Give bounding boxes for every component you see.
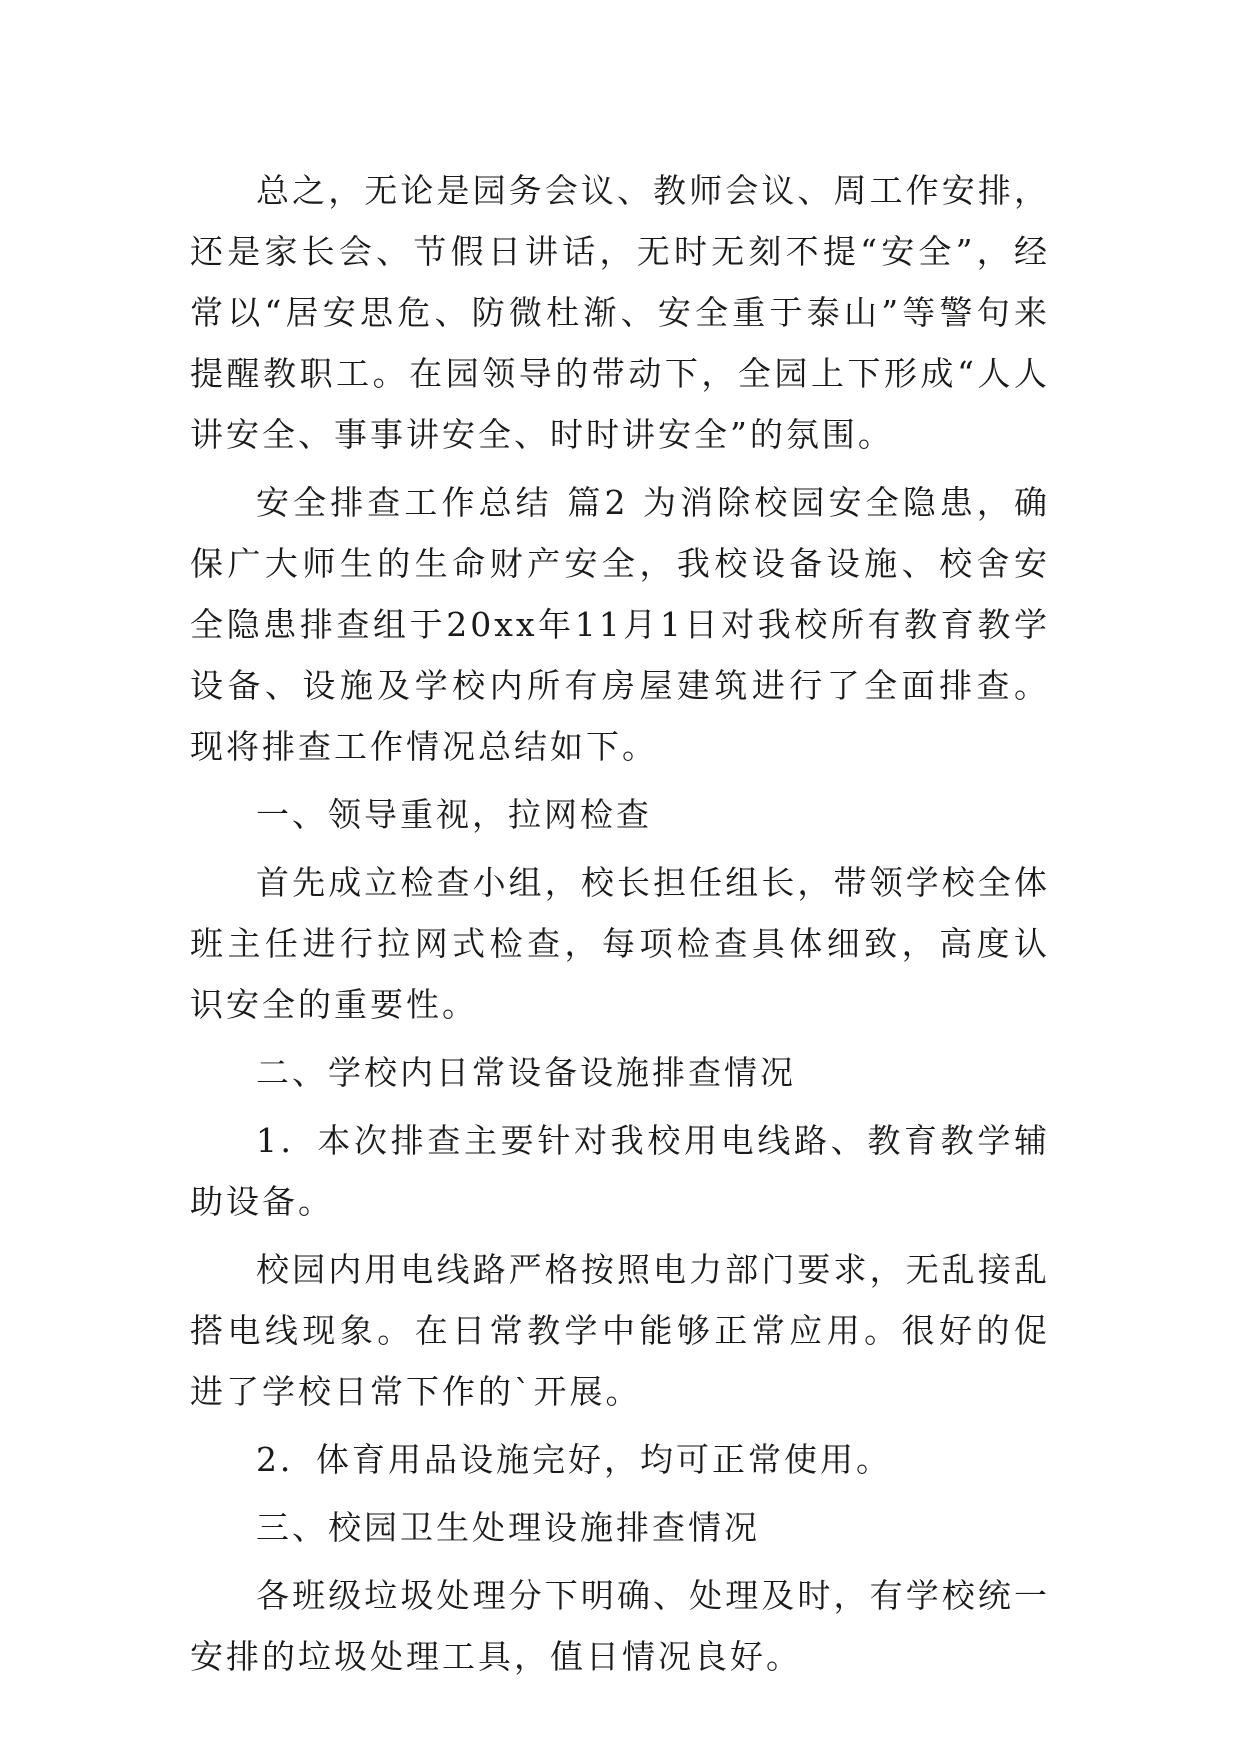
heading-section-3: 三、校园卫生处理设施排查情况 — [256, 1508, 760, 1547]
heading-section-2: 二、学校内日常设备设施排查情况 — [256, 1053, 796, 1092]
paragraph-summary: 总之，无论是园务会议、教师会议、周工作安排，还是家长会、节假日讲话，无时无刻不提“安全”，经常以“居安思危、防微杜渐、安全重于泰山”等警句来提醒教职工。在园领导的带动下，全园上下形成“人人讲安全、事事讲安全、时时讲安全”的氛围。 — [190, 171, 1050, 454]
paragraph-item-1: 1．本次排查主要针对我校用电线路、教育教学辅助设备。 — [190, 1121, 1050, 1221]
paragraph-section-3: 各班级垃圾处理分下明确、处理及时，有学校统一安排的垃圾处理工具，值日情况良好。 — [190, 1576, 1050, 1676]
paragraph-section-1: 首先成立检查小组，校长担任组长，带领学校全体班主任进行拉网式检查，每项检查具体细致，高度认识安全的重要性。 — [190, 863, 1050, 1024]
paragraph-wiring: 校园内用电线路严格按照电力部门要求，无乱接乱搭电线现象。在日常教学中能够正常应用。很好的促进了学校日常下作的`开展。 — [190, 1250, 1050, 1411]
paragraph-article-2-intro: 安全排查工作总结 篇2 为消除校园安全隐患，确保广大师生的生命财产安全，我校设备设施、校舍安全隐患排查组于20xx年11月1日对我校所有教育教学设备、设施及学校内所有房屋建筑进行了全面排查。现将排查工作情况总结如下。 — [190, 483, 1050, 766]
paragraph-item-2: 2．体育用品设施完好，均可正常使用。 — [256, 1440, 892, 1479]
document-body — [190, 160, 1050, 1694]
heading-section-1: 一、领导重视，拉网检查 — [256, 795, 652, 834]
